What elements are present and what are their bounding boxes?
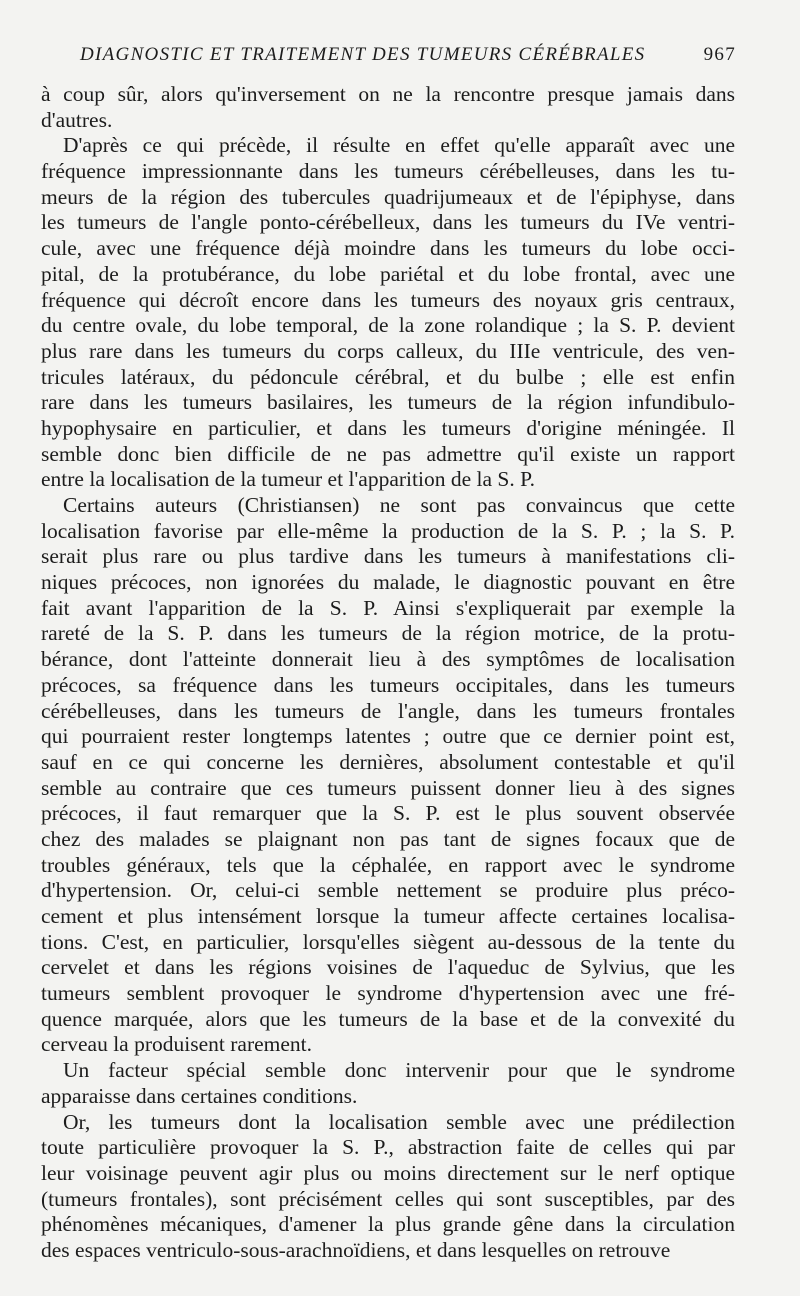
text-line: tumeurs semblent provoquer le syndrome d'hypertension avec une fré- bbox=[41, 981, 735, 1006]
text-line: troubles généraux, tels que la céphalée, en rapport avec le syndrome bbox=[41, 852, 735, 877]
text-line: rareté de la S. P. dans les tumeurs de la région motrice, de la protu- bbox=[41, 621, 735, 646]
paragraph bbox=[41, 1058, 735, 1109]
text-line: localisation favorise par elle-même la production de la S. P. ; la S. P. bbox=[41, 518, 735, 543]
text-line: bérance, dont l'atteinte donnerait lieu à des symptômes de localisation bbox=[41, 647, 735, 672]
text-line: toute particulière provoquer la S. P., abstraction faite de celles qui par bbox=[41, 1135, 735, 1160]
text-line: tions. C'est, en particulier, lorsqu'elles siègent au-dessous de la tente du bbox=[41, 929, 735, 954]
paragraph bbox=[41, 82, 735, 133]
text-line: meurs de la région des tubercules quadrijumeaux et de l'épiphyse, dans bbox=[41, 184, 735, 209]
text-line: sauf en ce qui concerne les dernières, absolument contestable et qu'il bbox=[41, 749, 735, 774]
text-line: cement et plus intensément lorsque la tumeur affecte certaines localisa- bbox=[41, 904, 735, 928]
body-text bbox=[41, 82, 735, 1264]
text-line: D'après ce qui précède, il résulte en effet qu'elle apparaît avec une bbox=[63, 133, 735, 158]
text-line: Un facteur spécial semble donc intervenir pour que le syndrome bbox=[63, 1058, 735, 1083]
paragraph bbox=[41, 493, 735, 1058]
text-line: quence marquée, alors que les tumeurs de la base et de la convexité du bbox=[41, 1006, 735, 1031]
text-line: (tumeurs frontales), sont précisément celles qui sont susceptibles, par des bbox=[41, 1186, 735, 1211]
page-number: 967 bbox=[703, 44, 736, 65]
text-line: phénomènes mécaniques, d'amener la plus grande gêne dans la circulation bbox=[41, 1212, 735, 1237]
running-title: DIAGNOSTIC ET TRAITEMENT DES TUMEURS CÉRÉBRALES bbox=[80, 44, 646, 65]
text-line: chez des malades se plaignant non pas tant de signes focaux que de bbox=[41, 826, 735, 851]
text-line: plus rare dans les tumeurs du corps calleux, du IIIe ventricule, des ven- bbox=[41, 338, 735, 363]
text-line: cerveau la produisent rarement. bbox=[41, 1032, 313, 1057]
text-line: précoces, il faut remarquer que la S. P. est le plus souvent observée bbox=[41, 801, 735, 826]
text-line: entre la localisation de la tumeur et l'apparition de la S. P. bbox=[41, 467, 536, 492]
text-line: d'hypertension. Or, celui-ci semble nettement se produire plus préco- bbox=[41, 878, 735, 903]
text-line: d'autres. bbox=[41, 107, 113, 132]
text-line: Certains auteurs (Christiansen) ne sont pas convaincus que cette bbox=[63, 493, 735, 517]
text-line: fréquence qui décroît encore dans les tumeurs des noyaux gris centraux, bbox=[41, 287, 735, 312]
text-line: apparaisse dans certaines conditions. bbox=[41, 1083, 358, 1108]
text-line: leur voisinage peuvent agir plus ou moins directement sur le nerf optique bbox=[41, 1160, 735, 1185]
text-line: cérébelleuses, dans les tumeurs de l'angle, dans les tumeurs frontales bbox=[41, 698, 735, 723]
text-line: fait avant l'apparition de la S. P. Ainsi s'expliquerait par exemple la bbox=[41, 595, 735, 620]
text-line: fréquence impressionnante dans les tumeurs cérébelleuses, dans les tu- bbox=[41, 159, 735, 184]
text-line: précoces, sa fréquence dans les tumeurs occipitales, dans les tumeurs bbox=[41, 672, 735, 697]
paragraph bbox=[41, 133, 735, 493]
running-head bbox=[80, 44, 736, 74]
text-line: serait plus rare ou plus tardive dans les tumeurs à manifestations cli- bbox=[41, 544, 735, 569]
text-line: des espaces ventriculo-sous-arachnoïdiens, et dans lesquelles on retrouve bbox=[41, 1237, 671, 1262]
text-line: à coup sûr, alors qu'inversement on ne la rencontre presque jamais dans bbox=[41, 82, 735, 106]
text-line: pital, de la protubérance, du lobe pariétal et du lobe frontal, avec une bbox=[41, 261, 735, 286]
text-line: qui pourraient rester longtemps latentes ; outre que ce dernier point est, bbox=[41, 724, 735, 749]
text-line: rare dans les tumeurs basilaires, les tumeurs de la région infundibulo- bbox=[41, 390, 735, 415]
text-line: du centre ovale, du lobe temporal, de la zone rolandique ; la S. P. devient bbox=[41, 313, 735, 338]
paragraph bbox=[41, 1110, 735, 1264]
text-line: cule, avec une fréquence déjà moindre dans les tumeurs du lobe occi- bbox=[41, 236, 735, 261]
text-line: cervelet et dans les régions voisines de l'aqueduc de Sylvius, que les bbox=[41, 955, 735, 980]
text-line: tricules latéraux, du pédoncule cérébral, et du bulbe ; elle est enfin bbox=[41, 364, 735, 389]
text-line: Or, les tumeurs dont la localisation semble avec une prédilection bbox=[63, 1109, 735, 1134]
text-line: les tumeurs de l'angle ponto-cérébelleux, dans les tumeurs du IVe ventri- bbox=[41, 210, 735, 235]
text-line: hypophysaire en particulier, et dans les tumeurs d'origine méningée. Il bbox=[41, 415, 735, 440]
text-line: semble au contraire que ces tumeurs puissent donner lieu à des signes bbox=[41, 775, 735, 800]
text-line: niques précoces, non ignorées du malade, le diagnostic pouvant en être bbox=[41, 570, 735, 595]
text-line: semble donc bien difficile de ne pas admettre qu'il existe un rapport bbox=[41, 441, 735, 466]
